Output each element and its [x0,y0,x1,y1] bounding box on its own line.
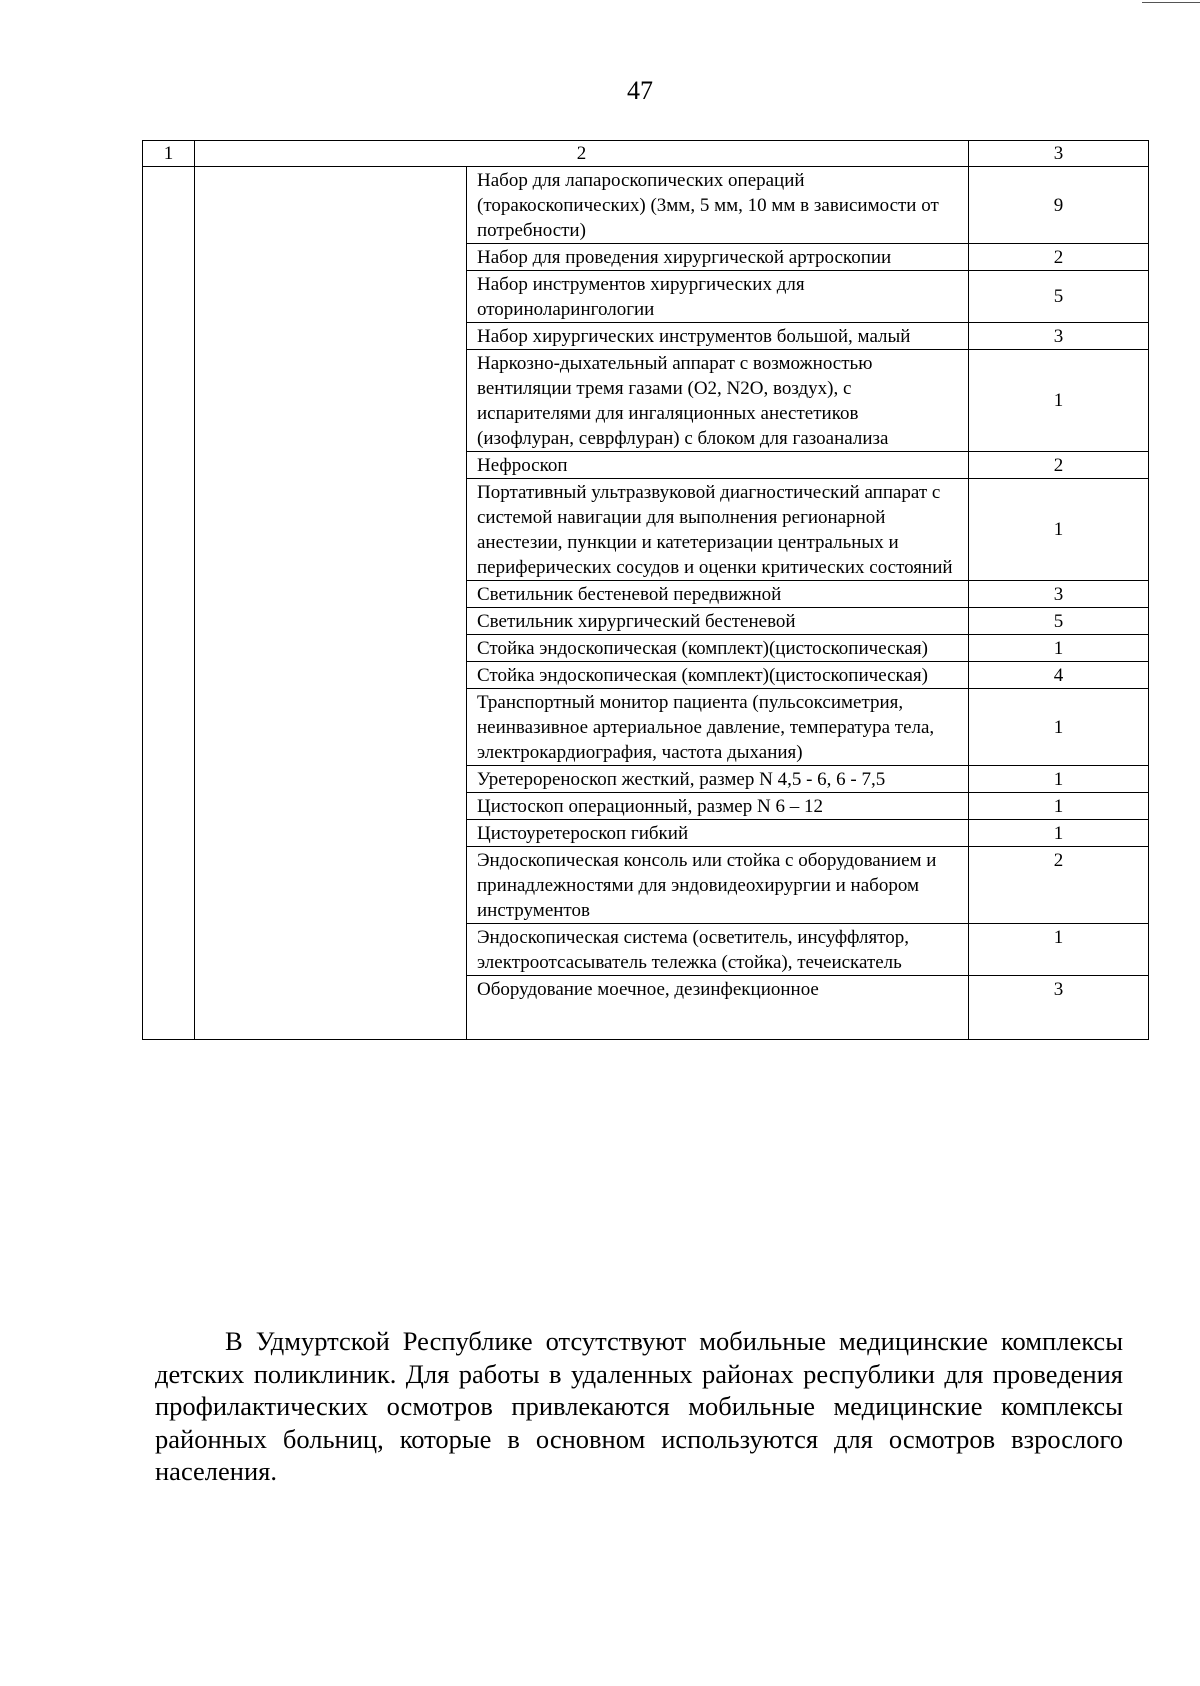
equipment-name-cell: Цистоуретероскоп гибкий [467,820,969,847]
blank-cell-col1 [143,167,195,1040]
equipment-name-cell: Светильник бестеневой передвижной [467,581,969,608]
equipment-qty-cell: 1 [969,793,1149,820]
equipment-qty-cell: 3 [969,976,1149,1040]
equipment-name-cell: Портативный ультразвуковой диагностический аппарат с системой навигации для выполнения регионарной анестезии, пункции и катетеризации центральных и периферических сосудов и оценки критических состояний [467,479,969,581]
equipment-qty-cell: 2 [969,847,1149,924]
header-cell-3: 3 [969,141,1149,167]
equipment-name-cell: Светильник хирургический бестеневой [467,608,969,635]
equipment-name-cell: Набор для проведения хирургической артроскопии [467,244,969,271]
equipment-qty-cell: 9 [969,167,1149,244]
equipment-name-cell: Транспортный монитор пациента (пульсоксиметрия, неинвазивное артериальное давление, температура тела, электрокардиография, частота дыхания) [467,689,969,766]
blank-cell-col2 [195,167,467,1040]
equipment-name-cell: Стойка эндоскопическая (комплект)(цистоскопическая) [467,635,969,662]
equipment-qty-cell: 1 [969,924,1149,976]
equipment-qty-cell: 2 [969,244,1149,271]
equipment-name-cell: Стойка эндоскопическая (комплект)(цистоскопическая) [467,662,969,689]
equipment-name-cell: Набор для лапароскопических операций (торакоскопических) (3мм, 5 мм, 10 мм в зависимости от потребности) [467,167,969,244]
equipment-name-cell: Набор инструментов хирургических для оториноларингологии [467,271,969,323]
equipment-qty-cell: 1 [969,766,1149,793]
equipment-name-cell: Оборудование моечное, дезинфекционное [467,976,969,1040]
equipment-name-cell: Эндоскопическая система (осветитель, инсуффлятор, электроотсасыватель тележка (стойка), течеискатель [467,924,969,976]
equipment-qty-cell: 2 [969,452,1149,479]
equipment-name-cell: Наркозно-дыхательный аппарат с возможностью вентиляции тремя газами (О2, N2O, воздух), с испарителями для ингаляционных анестетиков (изофлуран, севрфлуран) с блоком для газоанализа [467,350,969,452]
equipment-qty-cell: 5 [969,608,1149,635]
header-cell-2: 2 [195,141,969,167]
equipment-qty-cell: 1 [969,635,1149,662]
equipment-table [142,140,1149,1040]
body-paragraph: В Удмуртской Республике отсутствуют мобильные медицинские комплексы детских поликлиник. Для работы в удаленных районах республики для проведения профилактических осмотров привлекаются мобильные медицинские комплексы районных больниц, которые в основном используются для осмотров взрослого населения. [155,1326,1123,1486]
table-header-row [143,141,1149,167]
equipment-name-cell: Эндоскопическая консоль или стойка с оборудованием и принадлежностями для эндовидеохирургии и набором инструментов [467,847,969,924]
equipment-qty-cell: 5 [969,271,1149,323]
equipment-qty-cell: 3 [969,323,1149,350]
scan-edge-line [1142,2,1200,3]
header-cell-1: 1 [143,141,195,167]
equipment-qty-cell: 4 [969,662,1149,689]
equipment-name-cell: Набор хирургических инструментов большой, малый [467,323,969,350]
equipment-qty-cell: 1 [969,820,1149,847]
equipment-qty-cell: 1 [969,689,1149,766]
table-row [143,167,1149,244]
equipment-name-cell: Цистоскоп операционный, размер N 6 – 12 [467,793,969,820]
equipment-qty-cell: 1 [969,350,1149,452]
equipment-qty-cell: 1 [969,479,1149,581]
page-number: 47 [627,76,653,105]
equipment-name-cell: Нефроскоп [467,452,969,479]
equipment-qty-cell: 3 [969,581,1149,608]
equipment-name-cell: Уретерореноскоп жесткий, размер N 4,5 - 6, 6 - 7,5 [467,766,969,793]
